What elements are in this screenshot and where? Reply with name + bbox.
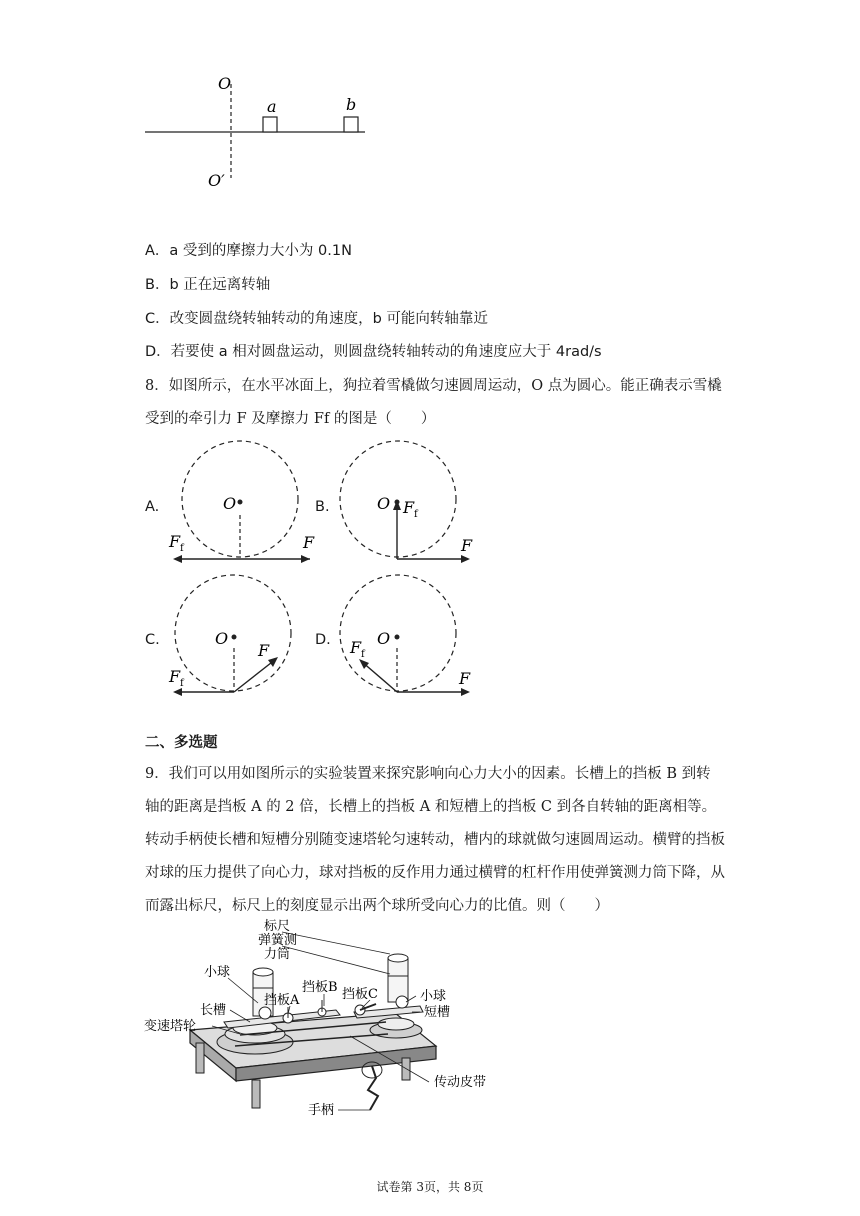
fig-a-Ff-sub: f (180, 543, 184, 554)
fig-b-Ff-sub: f (414, 509, 418, 520)
q7-option-b: B．b 正在远离转轴 (145, 277, 271, 293)
label-short-slot: 短槽 (424, 1005, 451, 1020)
fig-d-F: F (459, 669, 471, 688)
label-baffle-b: 挡板B (302, 980, 338, 995)
disk-blocks-figure (140, 70, 380, 195)
label-baffle-c: 挡板C (342, 987, 378, 1002)
label-tower-wheel: 变速塔轮 (144, 1019, 197, 1034)
q7-option-d: D．若要使 a 相对圆盘运动，则圆盘绕转轴转动的角速度应大于 4rad/s (145, 344, 602, 360)
question-8: 8．如图所示，在水平冰面上，狗拉着雪橇做匀速圆周运动，O 点为圆心。能正确表示雪橇受到的牵引力 F 及摩擦力 Ff 的图是（ ） (145, 378, 722, 427)
label-belt: 传动皮带 (434, 1075, 487, 1090)
page-footer: 试卷第 3页，共 8页 (376, 1180, 484, 1194)
fig-d-Ff-sub: f (361, 649, 365, 660)
fig-d-Ff: F (350, 638, 362, 657)
label-ball-left: 小球 (204, 965, 231, 980)
label-a: a (267, 97, 277, 116)
fig-c-O: O (215, 629, 229, 648)
label-b: b (346, 95, 357, 114)
question-9: 9．我们可以用如图所示的实验装置来探究影响向心力大小的因素。长槽上的挡板 B 到转轴的距离是挡板 A 的 2 倍，长槽上的挡板 A 和短槽上的挡板 C 到各自转轴的距离相等。转动手柄使长槽和短槽分别随变速塔轮匀速转动，槽内的球就做匀速圆周运动。横臂的挡板对球的压力提供了向心力，球对挡板的反作用力通过横臂的杠杆作用使弹簧测力筒下降，从而露出标尺，标尺上的刻度显示出两个球所受向心力的比值。则（ ） (145, 766, 725, 914)
apparatus-figure (140, 918, 520, 1133)
label-ruler: 标尺 (264, 919, 291, 934)
q8-option-c-label: C. (145, 632, 160, 648)
section-heading: 二、多选题 (145, 735, 218, 751)
label-O: O (218, 74, 232, 93)
q8-figure-d (335, 576, 490, 701)
fig-b-F: F (461, 536, 473, 555)
label-O-prime: O′ (208, 171, 225, 190)
fig-b-O: O (377, 494, 391, 513)
fig-c-Ff-sub: f (180, 678, 184, 689)
label-baffle-a: 挡板A (264, 993, 300, 1008)
q8-figure-b (335, 440, 490, 570)
q7-option-a: A．a 受到的摩擦力大小为 0.1N (145, 243, 352, 259)
fig-a-Ff: F (169, 532, 181, 551)
label-ball-right: 小球 (420, 989, 447, 1004)
q8-option-a-label: A. (145, 499, 160, 515)
q8-option-d-label: D. (315, 632, 331, 648)
q8-option-b-label: B. (315, 499, 330, 515)
fig-a-F: F (303, 533, 315, 552)
fig-b-Ff: F (403, 498, 415, 517)
fig-c-F: F (258, 641, 270, 660)
fig-d-O: O (377, 629, 391, 648)
label-spring-1: 弹簧测 (258, 933, 298, 948)
fig-c-Ff: F (169, 667, 181, 686)
q7-option-c: C．改变圆盘绕转轴转动的角速度，b 可能向转轴靠近 (145, 311, 488, 327)
label-spring-2: 力筒 (264, 947, 291, 962)
fig-a-O: O (223, 494, 237, 513)
label-long-slot: 长槽 (200, 1003, 227, 1018)
label-handle: 手柄 (308, 1103, 335, 1118)
